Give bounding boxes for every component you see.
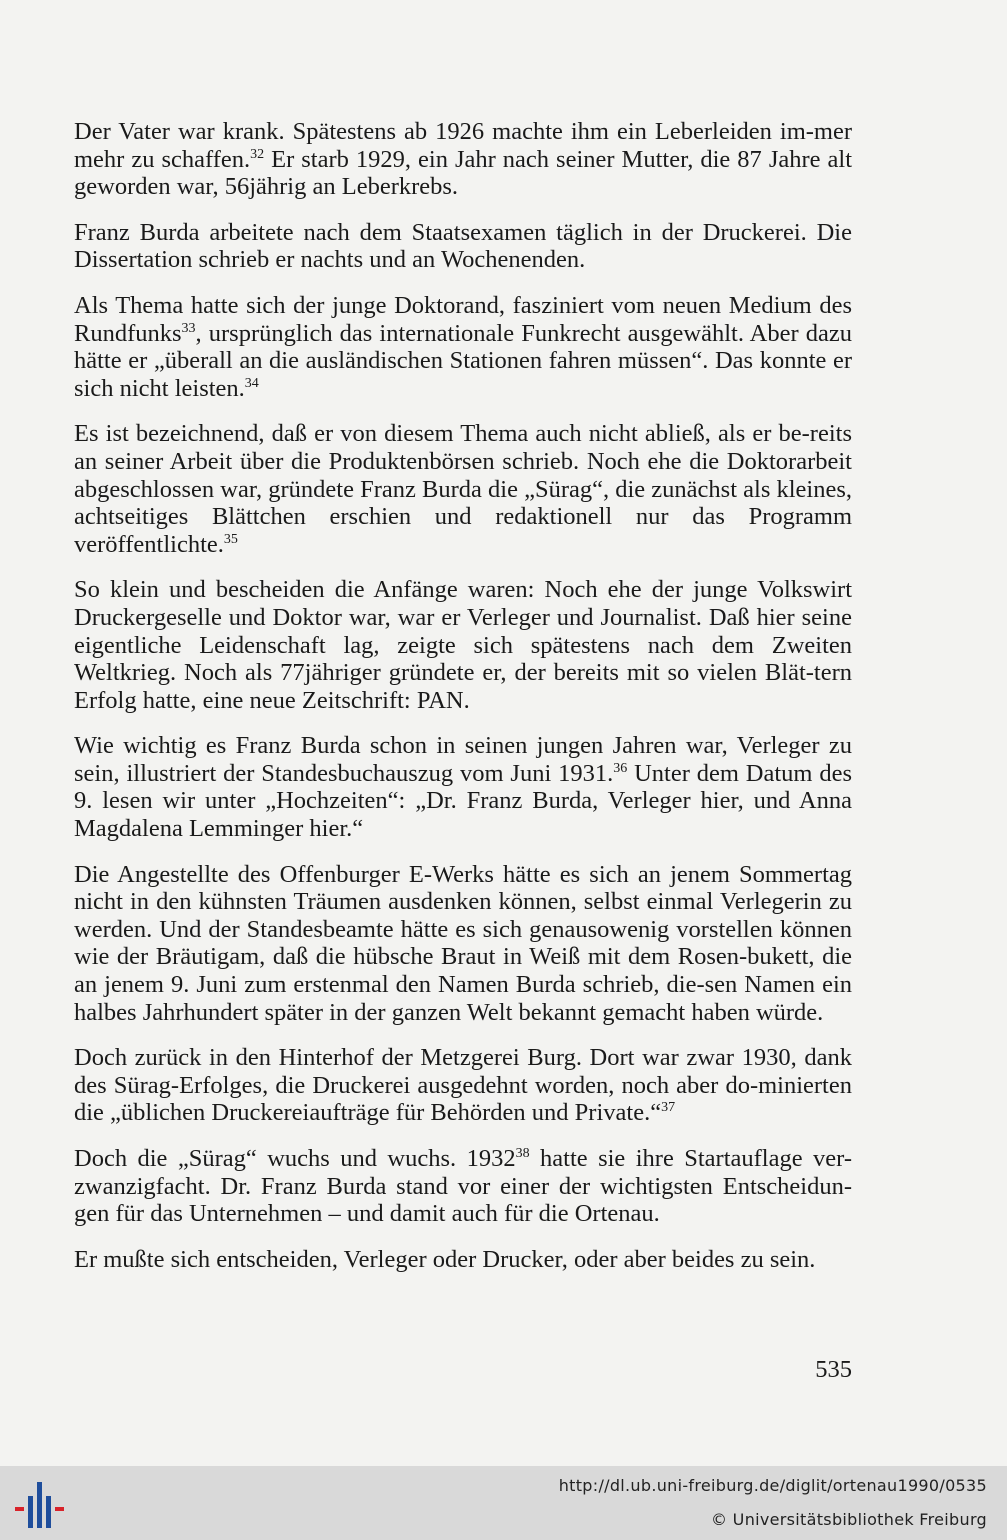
paragraph-text: Als Thema hatte sich der junge Doktorand, fasziniert vom neuen Medium des Rundfunks (74, 291, 852, 347)
paragraph-text: , ursprünglich das internationale Funkrecht ausgewählt. Aber dazu hätte er „überall an die ausländischen Stationen fahren müssen“. Das konnte er sich nicht leisten. (74, 319, 852, 402)
copyright-notice: © Universitätsbibliothek Freiburg (711, 1510, 987, 1529)
paragraph (74, 732, 852, 842)
paragraph (74, 1246, 852, 1274)
footnote-marker: 38 (515, 1146, 530, 1161)
paragraph-text: Er mußte sich entscheiden, Verleger oder Drucker, oder aber beides zu sein. (74, 1245, 816, 1273)
paragraph-text: Doch zurück in den Hinterhof der Metzgerei Burg. Dort war zwar 1930, dank des Sürag-Erfolges, die Druckerei ausgedehnt worden, noch aber do-minierten die „üblichen Druckereiaufträge für Behörden und Private.“ (74, 1044, 852, 1127)
paragraph (74, 1145, 852, 1228)
footnote-marker: 33 (181, 320, 196, 336)
footnote-marker: 36 (613, 760, 628, 776)
paragraph (74, 420, 852, 558)
footnote-marker: 35 (223, 531, 238, 547)
footnote-marker: 37 (661, 1100, 676, 1116)
paragraph (74, 576, 852, 714)
footnote-marker: 34 (244, 375, 259, 391)
paragraph-text: Die Angestellte des Offenburger E-Werks hätte es sich an jenem Sommertag nicht in den kühnsten Träumen ausdenken können, selbst einmal Verlegerin zu werden. Und der Standesbeamte hätte es sich genausowenig vorstellen können wie der Bräutigam, daß die hübsche Braut in Weiß mit dem Rosen-bukett, die an jenem 9. Juni zum erstenmal den Namen Burda schrieb, die-sen Namen ein halbes Jahrhundert später in der ganzen Welt bekannt gemacht haben würde. (74, 860, 852, 1026)
page-number: 535 (815, 1356, 852, 1383)
paragraph (74, 118, 852, 201)
paragraph (74, 292, 852, 402)
paragraph-text: Franz Burda arbeitete nach dem Staatsexamen täglich in der Druckerei. Die Dissertation schrieb er nachts und an Wochenenden. (74, 218, 852, 274)
paragraph-text: Wie wichtig es Franz Burda schon in seinen jungen Jahren war, Verleger zu sein, illustriert der Standesbuchauszug vom Juni 1931. (74, 732, 852, 787)
ub-freiburg-logo-icon (14, 1480, 64, 1530)
paragraph-text: hatte sie ihre Startauflage ver-zwanzigfacht. Dr. Franz Burda stand vor einer der wichtigsten Entscheidun-gen für das Unternehmen – und damit auch für die Ortenau. (74, 1145, 852, 1228)
footnote-marker: 32 (250, 146, 265, 162)
paragraph (74, 1044, 852, 1127)
paragraph-text: So klein und bescheiden die Anfänge waren: Noch ehe der junge Volkswirt Druckergeselle und Doktor war, war er Verleger und Journalist. Daß hier seine eigentliche Leidenschaft lag, zeigte sich spätestens nach dem Zweiten Weltkrieg. Noch als 77jähriger gründete er, der bereits mit so vielen Blät-tern Erfolg hatte, eine neue Zeitschrift: PAN. (74, 576, 852, 714)
paragraph-text: Der Vater war krank. Spätestens ab 1926 machte ihm ein Leberleiden im-mer mehr zu schaffen. (74, 118, 852, 173)
paragraph-text: Doch die „Sürag“ wuchs und wuchs. 1932 (74, 1145, 516, 1172)
paragraph-text: Er starb 1929, ein Jahr nach seiner Mutter, die 87 Jahre alt geworden war, 56jährig an Leberkrebs. (74, 145, 852, 201)
paragraph (74, 861, 852, 1027)
footer-bar (0, 1466, 1007, 1540)
paragraph (74, 219, 852, 274)
paragraph-text: Unter dem Datum des 9. lesen wir unter „Hochzeiten“: „Dr. Franz Burda, Verleger hier, und Anna Magdalena Lemminger hier.“ (74, 759, 852, 843)
body-text (74, 118, 852, 1291)
source-url[interactable]: http://dl.ub.uni-freiburg.de/diglit/ortenau1990/0535 (558, 1476, 987, 1495)
paragraph-text: Es ist bezeichnend, daß er von diesem Thema auch nicht abließ, als er be-reits an seiner Arbeit über die Produktenbörsen schrieb. Noch ehe die Doktorarbeit abgeschlossen war, gründete Franz Burda die „Sürag“, die zunächst als kleines, achtseitiges Blättchen erschien und redaktionell nur das Programm veröffentlichte. (74, 420, 852, 558)
